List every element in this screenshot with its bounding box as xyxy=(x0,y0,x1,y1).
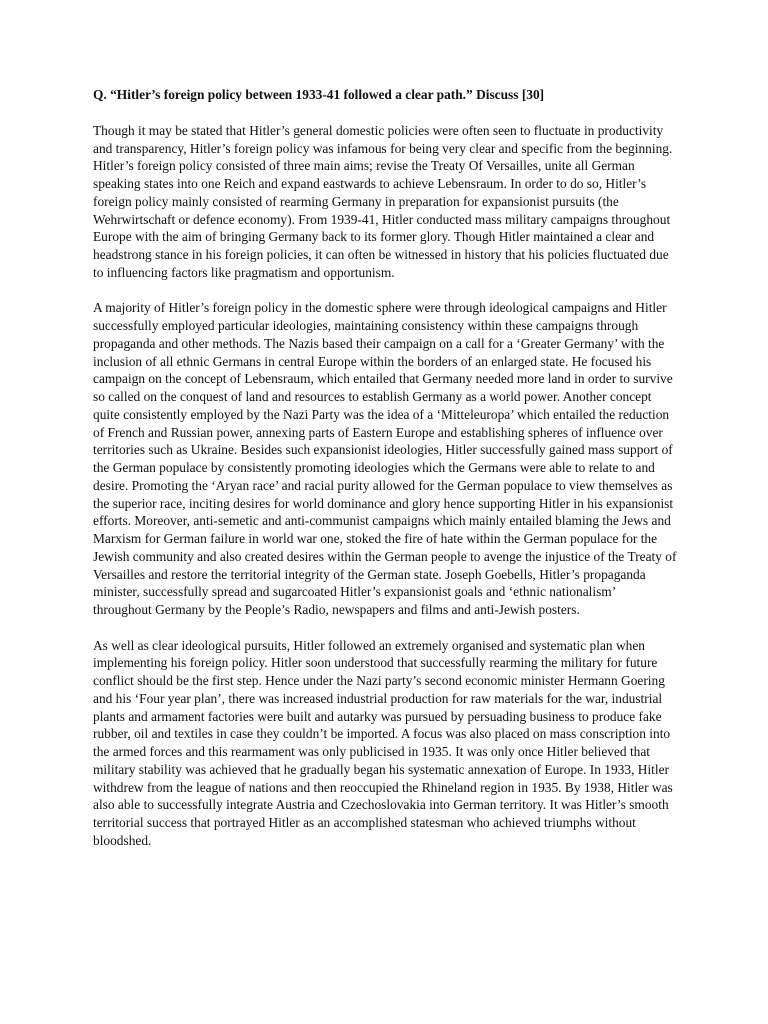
essay-question-title: Q. “Hitler’s foreign policy between 1933-41 followed a clear path.” Discuss [30] xyxy=(93,87,545,102)
essay-paragraph-ideology: A majority of Hitler’s foreign policy in the domestic sphere were through ideological campaigns and Hitler successfully employed particular ideologies, maintaining consistency within these campaigns through propaganda and other methods. The Nazis based their campaign on a call for a ‘Greater Germany’ with the inclusion of all ethnic Germans in central Europe within the borders of an enlarged state. He focused his campaign on the concept of Lebensraum, which entailed that Germany needed more land in order to survive so called on the conquest of land and resources to establish Germany as a world power. Another concept quite consistently employed by the Nazi Party was the idea of a ‘Mitteleuropa’ which entailed the reduction of French and Russian power, annexing parts of Eastern Europe and establishing spheres of influence over territories such as Ukraine. Besides such expansionist ideologies, Hitler successfully gained mass support of the German populace by consistently promoting ideologies which the Germans were able to relate to and desire. Promoting the ‘Aryan race’ and racial purity allowed for the German populace to view themselves as the superior race, inciting desires for world dominance and glory hence supporting Hitler in his expansionist efforts. Moreover, anti-semetic and anti-communist campaigns which mainly entailed blaming the Jews and Marxism for German failure in world war one, stoked the fire of hate within the German populace for the Jewish community and also created desires within the German people to avenge the injustice of the Treaty of Versailles and restore the territorial integrity of the German state. Joseph Goebells, Hitler’s propaganda minister, successfully spread and sugarcoated Hitler’s expansionist goals and ‘ethnic nationalism’ throughout Germany by the People’s Radio, newspapers and films and anti-Jewish posters. xyxy=(93,300,677,617)
essay-body xyxy=(93,86,677,867)
essay-paragraph-rearmament: As well as clear ideological pursuits, Hitler followed an extremely organised and systematic plan when implementing his foreign policy. Hitler soon understood that successfully rearming the military for future conflict should be the first step. Hence under the Nazi party’s second economic minister Hermann Goering and his ‘Four year plan’, there was increased industrial production for raw materials for the war, industrial plants and armament factories were built and autarky was pursued by persuading business to produce fake rubber, oil and textiles in case they couldn’t be imported. A focus was also placed on mass conscription into the armed forces and this rearmament was only publicised in 1935. It was only once Hitler believed that military stability was achieved that he gradually began his systematic annexation of Europe. In 1933, Hitler withdrew from the league of nations and then reoccupied the Rhineland region in 1935. By 1938, Hitler was also able to successfully integrate Austria and Czechoslovakia into German territory. It was Hitler’s smooth territorial success that portrayed Hitler as an accomplished statesman who achieved triumphs without bloodshed. xyxy=(93,637,673,848)
essay-paragraph-intro: Though it may be stated that Hitler’s general domestic policies were often seen to fluctuate in productivity and transparency, Hitler’s foreign policy was infamous for being very clear and specific from the beginning. Hitler’s foreign policy consisted of three main aims; revise the Treaty Of Versailles, unite all German speaking states into one Reich and expand eastwards to achieve Lebensraum. In order to do so, Hitler’s foreign policy mainly consisted of rearming Germany in preparation for expansionist pursuits (the Wehrwirtschaft or defence economy). From 1939-41, Hitler conducted mass military campaigns throughout Europe with the aim of bringing Germany back to its former glory. Though Hitler maintained a clear and headstrong stance in his foreign policies, it can often be witnessed in history that his policies fluctuated due to influencing factors like pragmatism and opportunism. xyxy=(93,122,673,280)
